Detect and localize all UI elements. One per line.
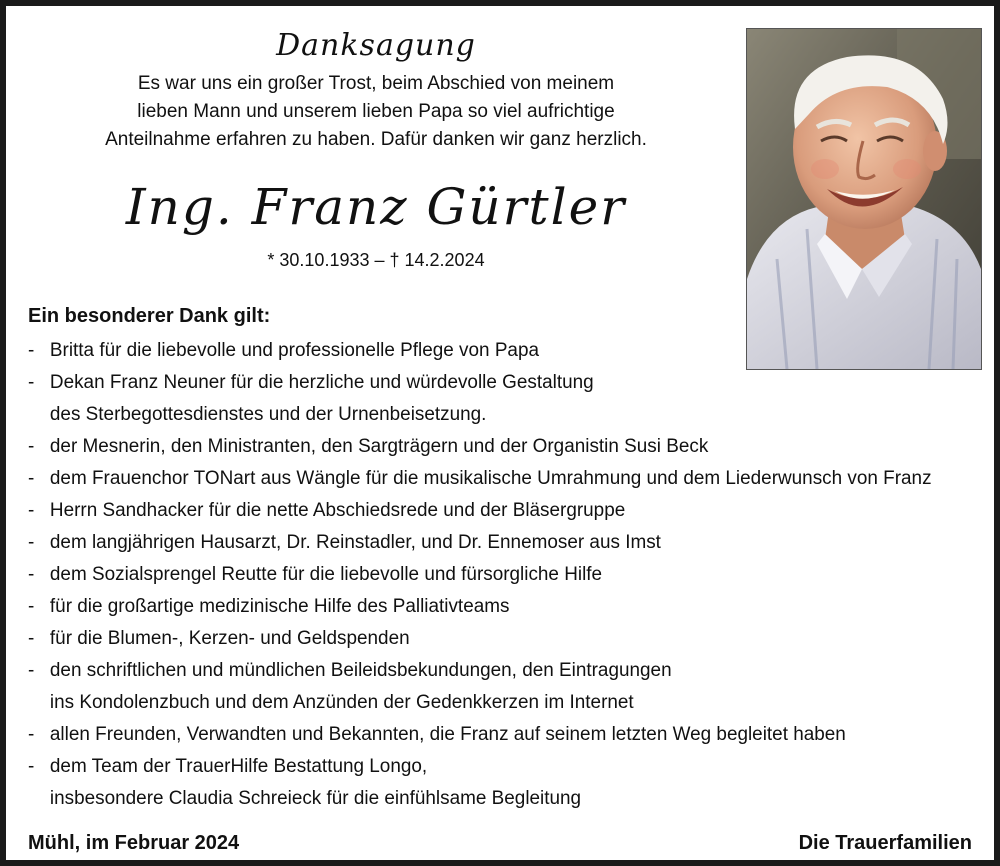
thanks-item-line: dem Frauenchor TONart aus Wängle für die musikalische Umrahmung und dem Liederwunsch von Franz — [49, 468, 932, 489]
intro-text — [36, 70, 716, 154]
thanks-item-line: für die Blumen-, Kerzen- und Geldspenden — [49, 628, 410, 649]
thanks-item-line: dem Sozialsprengel Reutte für die liebevolle und fürsorgliche Hilfe — [49, 564, 603, 585]
dash-marker: - — [28, 564, 35, 585]
thanks-item-line: Herrn Sandhacker für die nette Abschiedsrede und der Bläsergruppe — [49, 500, 626, 521]
thanks-item-line: Britta für die liebevolle und professionelle Pflege von Papa — [49, 340, 540, 361]
thanks-item — [28, 367, 984, 431]
dash-marker: - — [28, 724, 35, 745]
thanks-item-line: dem Team der TrauerHilfe Bestattung Longo, — [49, 756, 428, 777]
dash-marker: - — [28, 372, 35, 393]
place-date: Mühl, im Februar 2024 — [28, 832, 240, 854]
thanks-item-line: insbesondere Claudia Schreieck für die einfühlsame Begleitung — [49, 788, 582, 809]
signature: Die Trauerfamilien — [798, 832, 972, 854]
dash-marker: - — [28, 596, 35, 617]
thanks-item-line: allen Freunden, Verwandten und Bekannten, die Franz auf seinem letzten Weg begleitet haben — [49, 724, 846, 745]
dash-marker: - — [28, 532, 35, 553]
heading: Danksagung — [276, 28, 476, 63]
intro-line: Es war uns ein großer Trost, beim Abschied von meinem — [137, 73, 615, 94]
intro-line: lieben Mann und unserem lieben Papa so viel aufrichtige — [137, 101, 615, 122]
thanks-item — [28, 655, 984, 719]
thanks-list — [28, 335, 988, 815]
thanks-item-line: des Sterbegottesdienstes und der Urnenbeisetzung. — [49, 404, 487, 425]
thanks-item — [28, 623, 984, 655]
thanks-item — [28, 495, 984, 527]
thanks-item — [28, 751, 984, 815]
thanks-item-line: der Mesnerin, den Ministranten, den Sargträgern und der Organistin Susi Beck — [49, 436, 709, 457]
intro-line: Anteilnahme erfahren zu haben. Dafür danken wir ganz herzlich. — [105, 129, 647, 150]
dash-marker: - — [28, 500, 35, 521]
thanks-item — [28, 335, 984, 367]
special-thanks-heading: Ein besonderer Dank gilt: — [28, 305, 271, 327]
thanks-item-line: den schriftlichen und mündlichen Beileidsbekundungen, den Eintragungen — [49, 660, 672, 681]
portrait-illustration — [747, 29, 981, 369]
dash-marker: - — [28, 340, 35, 361]
thanks-item — [28, 719, 984, 751]
dash-marker: - — [28, 468, 35, 489]
thanks-item-line: ins Kondolenzbuch und dem Anzünden der Gedenkkerzen im Internet — [49, 692, 634, 713]
portrait-photo — [746, 28, 982, 370]
thanks-item — [28, 591, 984, 623]
thanks-item — [28, 559, 984, 591]
thanks-item-line: dem langjährigen Hausarzt, Dr. Reinstadler, und Dr. Ennemoser aus Imst — [49, 532, 661, 553]
dash-marker: - — [28, 756, 35, 777]
deceased-name: Ing. Franz Gürtler — [125, 178, 627, 236]
thanks-item-line: Dekan Franz Neuner für die herzliche und würdevolle Gestaltung — [49, 372, 594, 393]
thanks-item — [28, 431, 984, 463]
dash-marker: - — [28, 436, 35, 457]
thanks-item-line: für die großartige medizinische Hilfe des Palliativteams — [49, 596, 510, 617]
thanks-item — [28, 463, 984, 495]
life-dates: * 30.10.1933 – † 14.2.2024 — [267, 250, 485, 270]
dash-marker: - — [28, 660, 35, 681]
dash-marker: - — [28, 628, 35, 649]
thanks-item — [28, 527, 984, 559]
